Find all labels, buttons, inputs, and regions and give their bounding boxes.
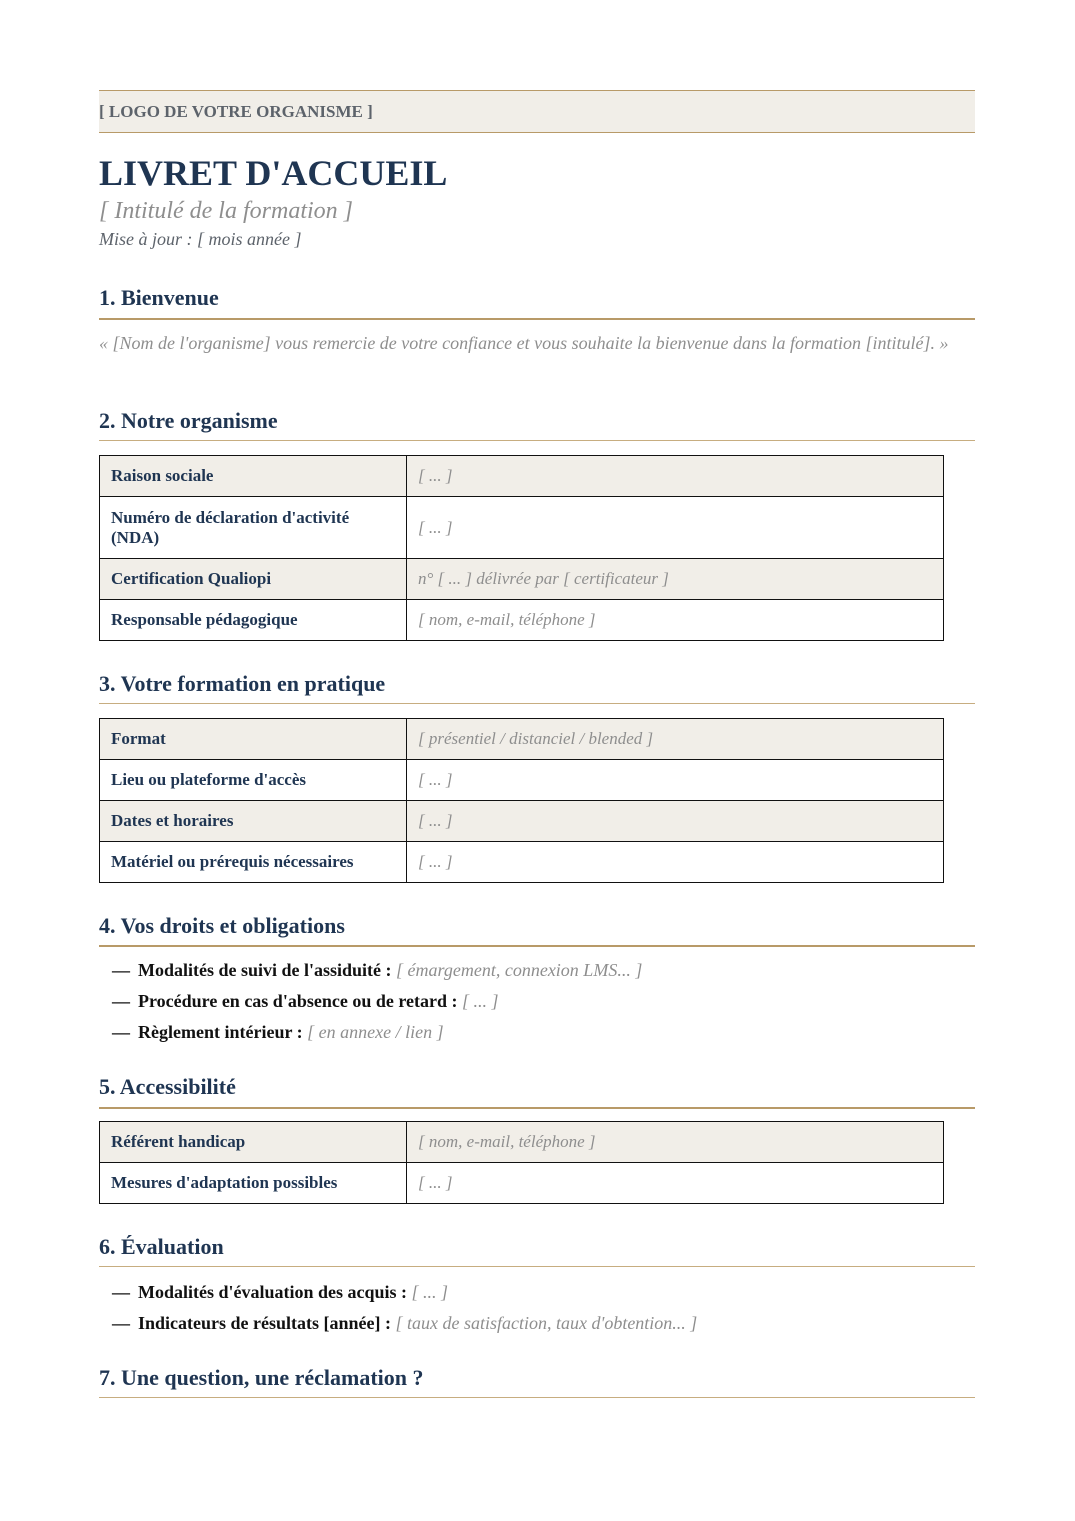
list-item (99, 1308, 975, 1339)
list-item (99, 1017, 975, 1048)
row-label: Certification Qualiopi (100, 559, 407, 600)
logo-placeholder-text: [ LOGO DE VOTRE ORGANISME ] (99, 101, 373, 121)
dash-bullet: — (112, 1313, 130, 1333)
item-label: Indicateurs de résultats [année] : (138, 1313, 391, 1333)
section-droits (99, 911, 975, 941)
section-divider (99, 945, 975, 947)
section-heading: 5. Accessibilité (99, 1074, 236, 1099)
table-row (100, 1122, 944, 1163)
row-label: Lieu ou plateforme d'accès (100, 760, 407, 801)
table-row (100, 456, 944, 497)
item-value: [ taux de satisfaction, taux d'obtention... ] (395, 1313, 698, 1333)
row-value: n° [ ... ] délivrée par [ certificateur ] (407, 559, 944, 600)
section-reclamation (99, 1363, 975, 1393)
section-welcome (99, 283, 975, 313)
section-divider (99, 703, 975, 704)
update-date: Mise à jour : [ mois année ] (99, 229, 302, 249)
accessibilite-table (99, 1121, 944, 1204)
row-value: [ présentiel / distanciel / blended ] (407, 719, 944, 760)
table-row (100, 760, 944, 801)
droits-list (99, 955, 975, 1048)
welcome-quote: « [Nom de l'organisme] vous remercie de votre confiance et vous souhaite la bienvenue dans la formation [intitulé]. » (99, 333, 949, 353)
evaluation-list-wrap (99, 1277, 975, 1339)
row-value: [ nom, e-mail, téléphone ] (407, 600, 944, 641)
section-divider (99, 318, 975, 320)
table-row (100, 719, 944, 760)
list-item (99, 986, 975, 1017)
evaluation-list (99, 1277, 975, 1339)
section-evaluation (99, 1232, 975, 1262)
dash-bullet: — (112, 1022, 130, 1042)
logo-placeholder-banner (99, 90, 975, 133)
item-label: Procédure en cas d'absence ou de retard : (138, 991, 458, 1011)
list-item (99, 1277, 975, 1308)
row-label: Matériel ou prérequis nécessaires (100, 842, 407, 883)
section-heading: 1. Bienvenue (99, 285, 219, 310)
document-page (99, 90, 975, 1390)
row-value: [ ... ] (407, 760, 944, 801)
item-value: [ ... ] (411, 1282, 449, 1302)
document-title: LIVRET D'ACCUEIL (99, 153, 448, 193)
row-label: Numéro de déclaration d'activité (NDA) (100, 497, 407, 559)
training-title-placeholder: [ Intitulé de la formation ] (99, 198, 353, 224)
item-label: Règlement intérieur : (138, 1022, 303, 1042)
welcome-quote-block (99, 332, 975, 355)
section-divider (99, 1266, 975, 1267)
list-item (99, 955, 975, 986)
droits-list-wrap (99, 955, 975, 1048)
dash-bullet: — (112, 960, 130, 980)
organisme-table-wrap (99, 455, 975, 641)
item-value: [ ... ] (461, 991, 499, 1011)
section-accessibilite (99, 1072, 975, 1102)
table-row (100, 559, 944, 600)
row-value: [ ... ] (407, 456, 944, 497)
table-row (100, 842, 944, 883)
row-value: [ ... ] (407, 801, 944, 842)
section-pratique (99, 669, 975, 699)
item-value: [ en annexe / lien ] (307, 1022, 444, 1042)
section-organisme (99, 406, 975, 436)
row-label: Responsable pédagogique (100, 600, 407, 641)
pratique-table-wrap (99, 718, 975, 883)
item-label: Modalités d'évaluation des acquis : (138, 1282, 408, 1302)
row-label: Format (100, 719, 407, 760)
row-value: [ ... ] (407, 1163, 944, 1204)
section-divider (99, 1397, 975, 1398)
section-heading: 4. Vos droits et obligations (99, 913, 345, 938)
section-heading: 6. Évaluation (99, 1234, 224, 1259)
dash-bullet: — (112, 1282, 130, 1302)
item-label: Modalités de suivi de l'assiduité : (138, 960, 392, 980)
section-divider (99, 440, 975, 441)
table-row (100, 1163, 944, 1204)
row-label: Dates et horaires (100, 801, 407, 842)
section-heading: 7. Une question, une réclamation ? (99, 1365, 424, 1390)
row-label: Référent handicap (100, 1122, 407, 1163)
accessibilite-table-wrap (99, 1121, 975, 1204)
section-divider (99, 1107, 975, 1109)
dash-bullet: — (112, 991, 130, 1011)
table-row (100, 497, 944, 559)
section-heading: 2. Notre organisme (99, 408, 278, 433)
row-label: Raison sociale (100, 456, 407, 497)
organisme-table (99, 455, 944, 641)
row-value: [ nom, e-mail, téléphone ] (407, 1122, 944, 1163)
table-row (100, 801, 944, 842)
row-value: [ ... ] (407, 842, 944, 883)
table-row (100, 600, 944, 641)
section-heading: 3. Votre formation en pratique (99, 671, 386, 696)
pratique-table (99, 718, 944, 883)
row-value: [ ... ] (407, 497, 944, 559)
item-value: [ émargement, connexion LMS... ] (396, 960, 643, 980)
row-label: Mesures d'adaptation possibles (100, 1163, 407, 1204)
